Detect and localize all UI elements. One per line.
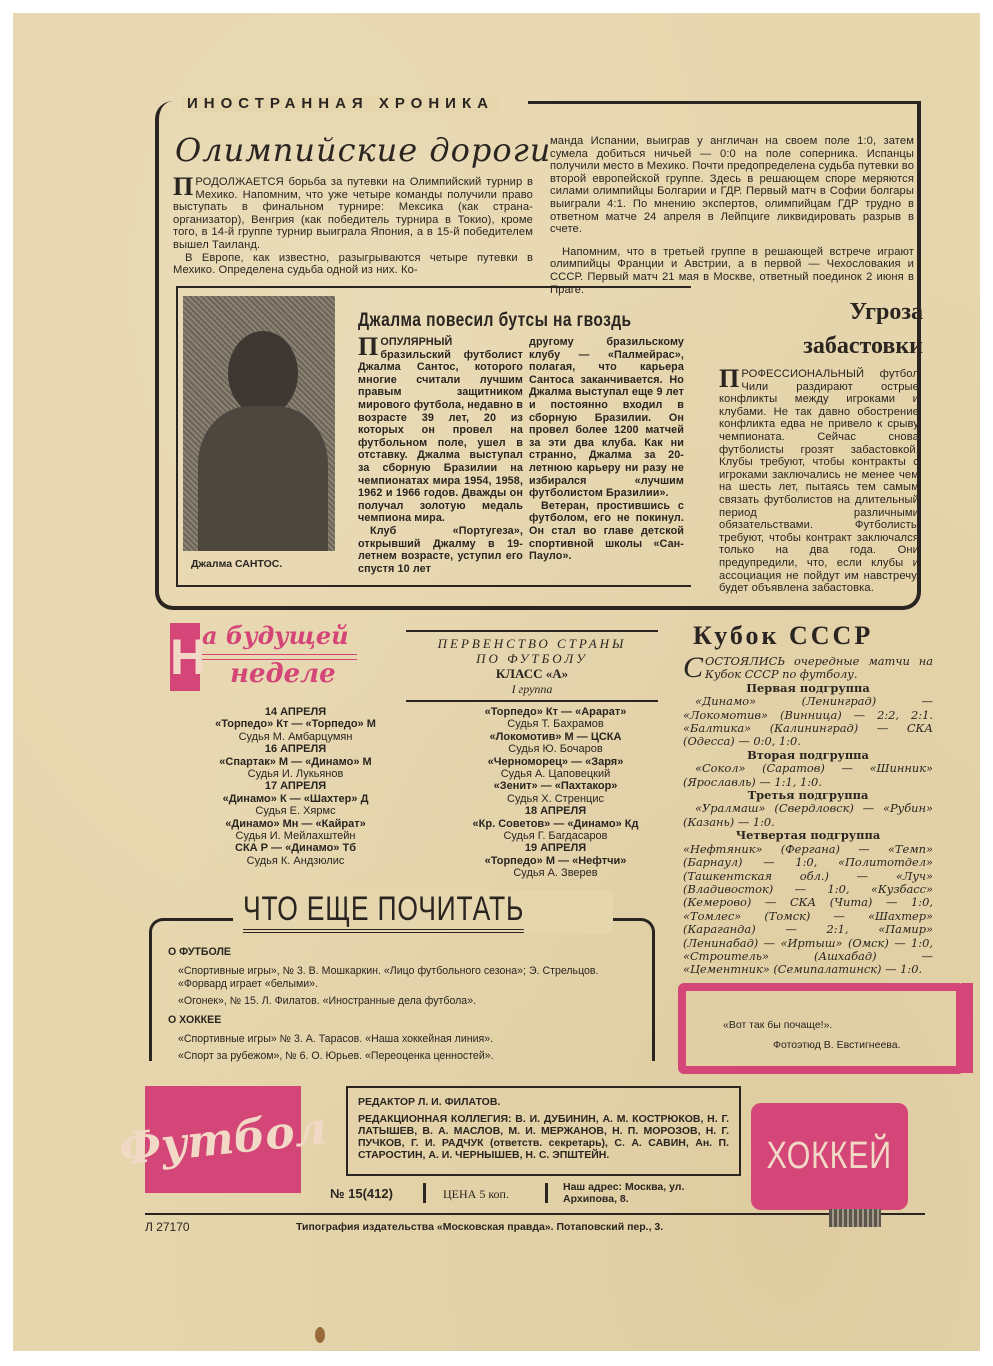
footer-rule [145, 1213, 925, 1215]
ink-stain [315, 1327, 325, 1343]
schedule-right: «Торпедо» Кт — «Арарат» Судья Т. Бахрамов «Локомотив» М — ЦСКА Судья Ю. Бочаров «Черноморец» — «Заря» Судья А. Цаповецкий «Зенит» — «Пахтакор» Судья Х. Стренцис 18 АПРЕЛЯ «Кр. Советов» — «Динамо» Кд Судья Г. Багдасаров 19 АПРЕЛЯ «Торпедо» М — «Нефтчи» Судья А. Зверев [472, 706, 639, 880]
drop-cap: П [173, 172, 194, 201]
olympic-col1: ПРОДОЛЖАЕТСЯ борьба за путевки на Олимпийский турнир в Мехико. Напомним, что уже четыре команды получили право выступать в финальном турнире: Мексика (как страна-организатор), Венгрия (как победитель турнира в Токио), кроме того, в 14-й группе турнир выиграла Япония, а в 15-й победителем вышел Таиланд. В Европе, как известно, разыгрываются четыре путевки в Мехико. Определена судьба одной из них. Ко- [173, 172, 533, 277]
santos-col1: ПОПУЛЯРНЫЙ бразильский футболист Джалма Сантос, которого многие считали лучшим правым защитником мирового футбола, недавно в возрасте 39 лет, 20 из которых он провел на футбольном поле, ушел в отставку. Джалма выступал за сборную Бразилии на чемпионатах мира 1954, 1958, 1962 и 1966 годов. Дважды он получал золотую медаль чемпиона мира. Клуб «Португеза», открывший Джалму в 19-летнем возрасте, уступил его спустя 10 лет [358, 332, 523, 575]
photo-face [228, 331, 298, 416]
footer-code: Л 27170 [145, 1220, 190, 1234]
newspaper-page [13, 13, 980, 1351]
footer-printer: Типография издательства «Московская правда». Потаповский пер., 3. [296, 1221, 664, 1233]
price: ЦЕНА 5 коп. [443, 1187, 509, 1201]
santos-col2: другому бразильскому клубу — «Палмейрас», полагая, что карьера Сантоса заканчивается. Но Джалма выступал еще 9 лет и постоянно входил в сборную Бразилии. Он провел более 1200 матчей за эти два клуба. Как ни странно, Джалма за 20-летнюю карьеру ни разу не избирался «лучшим футболистом Бразилии». Ветеран, простившись с футболом, его не покинул. Он стал во главе детской спортивной школы «Сан-Пауло». [529, 336, 684, 563]
editorial-box: РЕДАКТОР Л. И. ФИЛАТОВ. РЕДАКЦИОННАЯ КОЛЛЕГИЯ: В. И. ДУБИНИН, А. М. КОСТРЮКОВ, Н. Г. ЛАТЫШЕВ, В. А. МАСЛОВ, М. И. МЕРЖАНОВ, Н. П. МОРОЗОВ, Н. Г. ПУЧКОВ, Г. И. РАДЧУК (ответств. секретарь), С. А. САВИН, Ан. П. СТАРОСТИН, А. И. ЧЕРНЫШЕВ, Н. С. ЭПШТЕЙН. [346, 1086, 741, 1176]
logo-letter-block: Н [170, 623, 200, 691]
photo-note-tab [961, 983, 973, 1073]
cup-title: Кубок СССР [693, 621, 874, 650]
address: Наш адрес: Москва, ул. Архипова, 8. [563, 1181, 685, 1205]
reading-title-text: ЧТО ЕЩЕ ПОЧИТАТЬ [243, 890, 524, 933]
separator [545, 1183, 548, 1203]
next-week-logo [170, 621, 360, 696]
logo-line2: неделе [230, 659, 336, 689]
santos-photo-caption: Джалма САНТОС. [191, 558, 283, 570]
reading-title [233, 890, 613, 933]
frame-top-line [528, 101, 918, 104]
santos-photo [183, 296, 335, 551]
schedule-left: 14 АПРЕЛЯ «Торпедо» Кт — «Торпедо» М Судья М. Амбарцумян 16 АПРЕЛЯ «Спартак» М — «Динамо» М Судья И. Лукьянов 17 АПРЕЛЯ «Динамо» К — «Шахтер» Д Судья Е. Хярмс «Динамо» Мн — «Кайрат» Судья И. Мейлахштейн СКА Р — «Динамо» Тб Судья К. Андзюлис [215, 706, 376, 867]
olympic-col2: манда Испании, выиграв у англичан на своем поле 1:0, затем сумела добиться ничьей — 0:0 на поле соперника. Испанцы получили место в Мехико. Почти предопределена судьба путевки во второй европейской группе. Здесь в решающем споре меряются силами олимпийцы Болгарии и ГДР. Первый матч в Софии болгары выиграли 4:1. По мнению экспертов, олимпийцам ГДР трудно в ответном матче 24 апреля в Лейпциге ликвидировать разрыв в счете. Напомним, что в третьей группе в решающей встрече играют олимпийцы Франции и Австрии, а в первой — Чехословакия и СССР. Первый матч 21 мая в Москве, ответный поединок 2 июня в Праге. [550, 135, 915, 296]
section-header: ИНОСТРАННАЯ ХРОНИКА [181, 95, 500, 112]
footer-ornament [829, 1209, 881, 1227]
olympic-title: Олимпийские дороги [175, 131, 552, 169]
logo-line1: а будущей [202, 621, 349, 650]
championship-header: ПЕРВЕНСТВО СТРАНЫ ПО ФУТБОЛУ КЛАСС «А» I группа [406, 630, 658, 702]
photo-body [198, 406, 328, 551]
santos-title: Джалма повесил бутсы на гвоздь [358, 310, 632, 331]
strike-title: Угроза забастовки [803, 299, 923, 359]
football-logo: Футбол [145, 1086, 301, 1193]
separator [423, 1183, 426, 1203]
cup-body: СОСТОЯЛИСЬ очередные матчи на Кубок СССР по футболу. Первая подгруппа «Динамо» (Ленинград) — «Локомотив» (Винница) — 2:2, 2:1. «Балтика» (Калининград) — СКА (Одесса) — 0:0, 1:0. Вторая подгруппа «Сокол» (Саратов) — «Шинник» (Ярославль) — 1:1, 1:0. Третья подгруппа «Уралмаш» (Свердловск) — «Рубин» (Казань) — 1:0. Четвертая подгруппа «Нефтяник» (Фергана) — «Темп» (Барнаул) — 1:0, «Политотдел» (Ташкентская обл.) — «Луч» (Владивосток) — 1:0, «Кузбасс» (Кемерово) — СКА (Чита) — 1:0, «Томлес» (Томск) — «Шахтер» (Караганда) — 2:1, «Памир» (Ленинабад) — «Иртыш» (Омск) — 1:0, «Строитель» (Ашхабад) — «Цементник» (Семипалатинск) — 1:0. [683, 651, 933, 977]
photo-note-text: «Вот так бы почаще!». Фотоэтюд В. Евстигнеева. [723, 1019, 901, 1051]
hockey-logo: ХОККЕЙ [751, 1103, 908, 1210]
issue-number: № 15(412) [330, 1186, 393, 1201]
reading-body: О ФУТБОЛЕ «Спортивные игры», № 3. В. Мошкаркин. «Лицо футбольного сезона»; Э. Стрельцов. «Форвард играет «белыми». «Огонек», № 15. Л. Филатов. «Иностранные дела футбола». О ХОККЕЕ «Спортивные игры» № 3. А. Тарасов. «Наша хоккейная линия». «Спорт за рубежом», № 6. О. Юрьев. «Переоценка ценностей». [168, 946, 599, 1062]
strike-body: ПРОФЕССИОНАЛЬНЫЙ футбол Чили раздирают острые конфликты между игроками и клубами. Не так давно обострение конфликта едва не привело к срыву чемпионата. Сейчас снова футболисты грозят забастовкой. Клубы требуют, чтобы контракты с игроками заключались не менее чем на шесть лет, пытаясь тем самым связать футболистов на длительный период различными обязательствами. Футболисты требуют, чтобы контракт заключался только на два года. Они предупредили, что, если клубы и ассоциация не пойдут им навстречу, будет объявлена забастовка. [719, 364, 919, 595]
